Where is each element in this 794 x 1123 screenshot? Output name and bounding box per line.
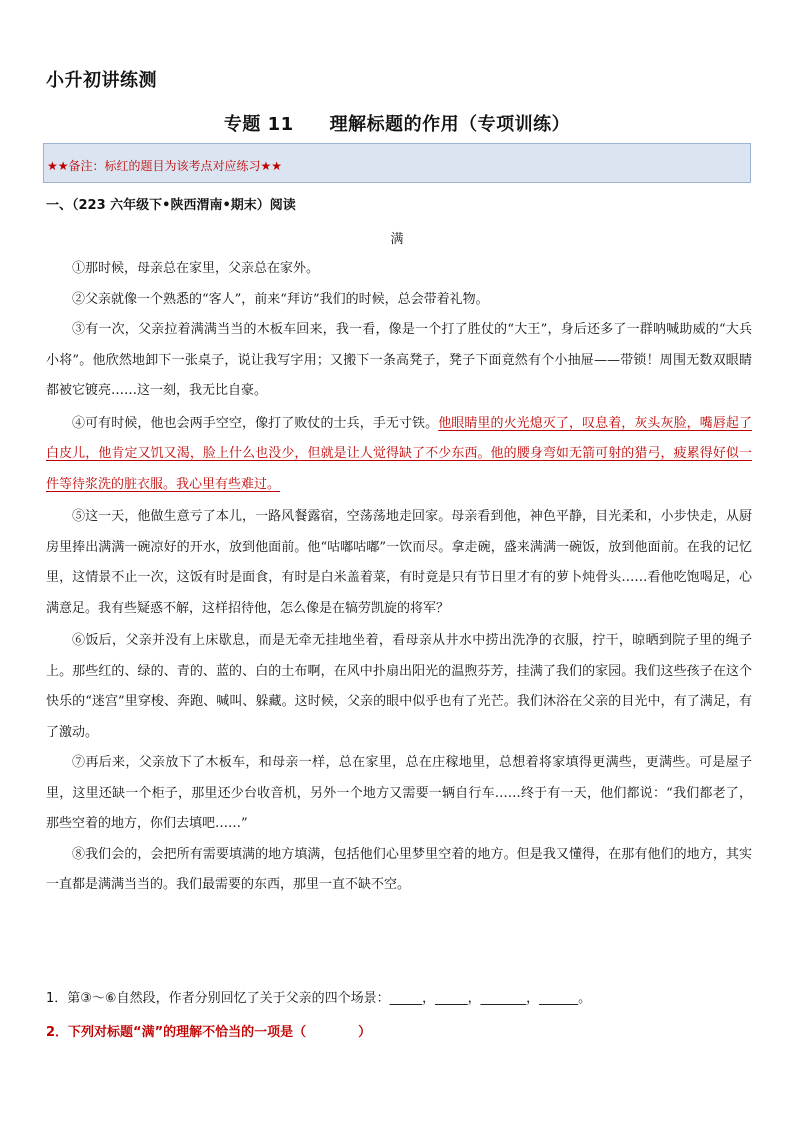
passage-title: 满 — [390, 232, 404, 247]
question-2: 2．下列对标题“满”的理解不恰当的一项是（ ） — [46, 1025, 372, 1040]
paragraph-5: ⑤这一天，他做生意亏了本儿，一路风餐露宿，空荡荡地走回家。母亲看到他，神色平静，目光柔和，小步快走，从厨房里捧出满满一碗凉好的开水，放到他面前。他“咕嘟咕嘟”一饮而尽。拿走碗，盛来满满一碗饭，放到他面前。在我的记忆里，这情景不止一次，这饭有时是面食，有时是白米盖着菜，有时竟是只有节日里才有的萝卜炖骨头……看他吃饱喝足，心满意足。我有些疑惑不解，这样招待他，怎么像是在犒劳凯旋的将军？ — [46, 509, 752, 616]
paragraph-6: ⑥饭后，父亲并没有上床歇息，而是无牵无挂地坐着，看母亲从井水中捞出洗净的衣服，拧干，晾晒到院子里的绳子上。那些红的、绿的、青的、蓝的、白的土布啊，在风中扑扇出阳光的温煦芬芳，挂满了我们的家园。我们这些孩子在这个快乐的“迷宫”里穿梭、奔跑、喊叫、躲藏。这时候，父亲的眼中似乎也有了光芒。我们沐浴在父亲的目光中，有了满足，有了激动。 — [46, 633, 752, 740]
paragraph-1: ①那时候，母亲总在家里，父亲总在家外。 — [72, 261, 320, 276]
topic-title — [0, 110, 794, 136]
question-1: 1．第③～⑥自然段，作者分别回忆了关于父亲的四个场景：_____，_____，_______，______。 — [46, 991, 592, 1006]
paragraph-4 — [46, 409, 752, 501]
topic-number: 专题 11 — [223, 114, 294, 135]
paragraph-3: ③有一次，父亲拉着满满当当的木板车回来，我一看，像是一个打了胜仗的“大王”，身后还多了一群呐喊助威的“大兵小将”。他欣然地卸下一张桌子，说让我写字用；又搬下一条高凳子，凳子下面竟然有个小抽屉——带锁！周围无数双眼睛都被它镀亮……这一刻，我无比自豪。 — [46, 322, 752, 398]
paragraph-4-plain: ④可有时候，他也会两手空空，像打了败仗的士兵，手无寸铁。 — [72, 415, 439, 431]
topic-name: 理解标题的作用（专项训练） — [329, 114, 571, 135]
passage-body — [46, 254, 752, 901]
paragraph-2: ②父亲就像一个熟悉的“客人”，前来“拜访”我们的时候，总会带着礼物。 — [72, 291, 489, 307]
paragraph-4-highlight: 他眼睛里的火光熄灭了，叹息着，灰头灰脸，嘴唇起了白皮儿，他肯定又饥又渴，脸上什么也没少，但就是让人觉得缺了不少东西。他的腰身弯如无箭可射的猎弓，疲累得好似一件等待浆洗的脏衣服。我心里有些难过。 — [46, 415, 752, 492]
paragraph-7: ⑦再后来，父亲放下了木板车，和母亲一样，总在家里，总在庄稼地里，总想着将家填得更满些，更满些。可是屋子里，这里还缺一个柜子，那里还少台收音机，另外一个地方又需要一辆自行车……终于有一天，他们都说：“我们都老了，那些空着的地方，你们去填吧……” — [46, 755, 752, 831]
note-text: ★★备注：标红的题目为该考点对应练习★★ — [47, 159, 283, 173]
paragraph-8: ⑧我们会的，会把所有需要填满的地方填满，包括他们心里梦里空着的地方。但是我又懂得，在那有他们的地方，其实一直都是满满当当的。我们最需要的东西，那里一直不缺不空。 — [46, 846, 752, 892]
section-heading: 一、（223 六年级下•陕西渭南•期末）阅读 — [46, 198, 296, 213]
series-title: 小升初讲练测 — [46, 70, 157, 91]
note-box — [43, 143, 751, 183]
